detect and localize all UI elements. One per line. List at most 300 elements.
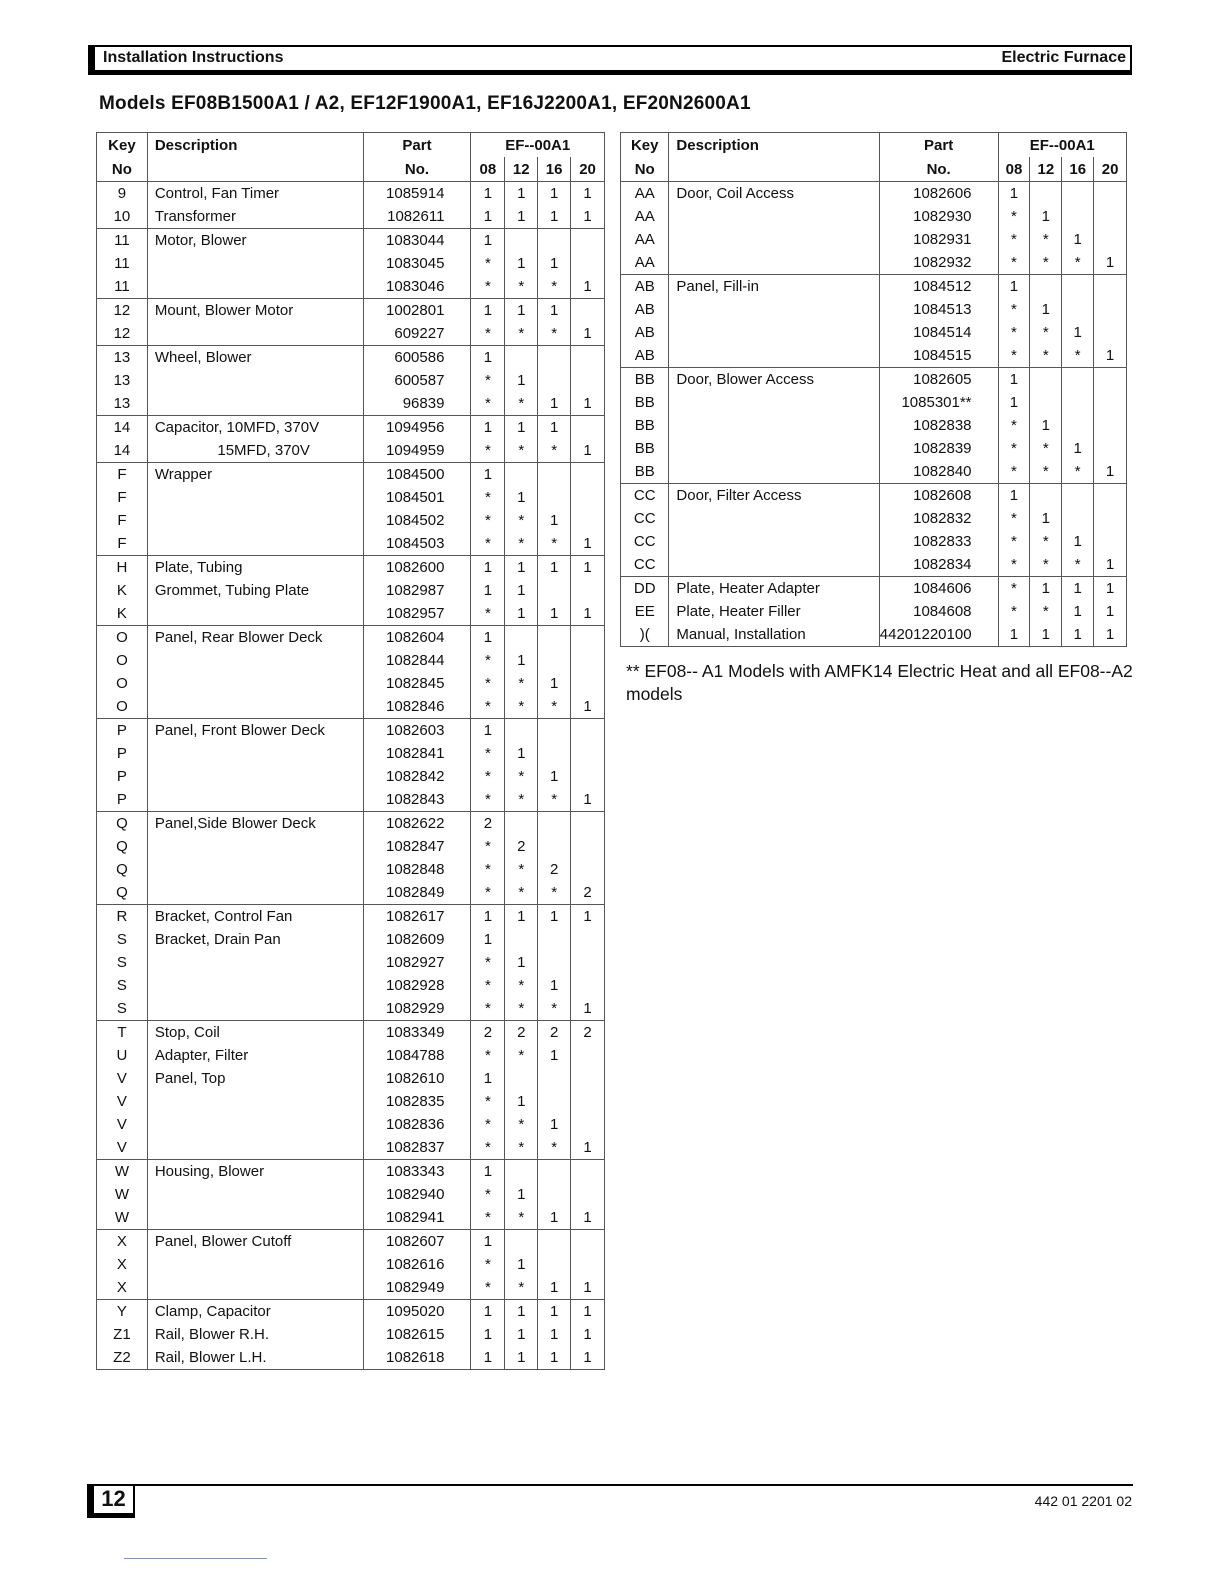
- qty-12: 1: [1030, 507, 1062, 530]
- qty-20: [571, 229, 605, 253]
- qty-08: 1: [471, 1160, 505, 1184]
- table-row: [621, 460, 1127, 484]
- qty-20: [571, 719, 605, 743]
- qty-16: [1062, 414, 1094, 437]
- qty-20: [571, 672, 605, 695]
- qty-16: [538, 719, 571, 743]
- qty-08: 1: [998, 182, 1030, 206]
- qty-08: 1: [471, 1346, 505, 1370]
- col-model-group: EF--00A1: [998, 133, 1126, 158]
- row-description: Panel, Top: [147, 1067, 363, 1090]
- row-key: Q: [97, 881, 148, 905]
- row-description: [669, 228, 879, 251]
- qty-20: [571, 742, 605, 765]
- qty-08: *: [998, 251, 1030, 275]
- qty-12: 1: [505, 1183, 538, 1206]
- qty-20: [571, 974, 605, 997]
- col-08: 08: [998, 157, 1030, 182]
- qty-20: [571, 1160, 605, 1184]
- qty-20: [571, 299, 605, 323]
- table-row: [621, 391, 1127, 414]
- qty-16: [538, 951, 571, 974]
- col-20: 20: [1094, 157, 1127, 182]
- qty-08: 1: [471, 1300, 505, 1324]
- row-key: 11: [97, 275, 148, 299]
- table-row: [97, 1044, 605, 1067]
- qty-12: 1: [505, 416, 538, 440]
- qty-20: 1: [1094, 553, 1127, 577]
- qty-12: 2: [505, 835, 538, 858]
- row-part-number: 1082611: [363, 205, 471, 229]
- qty-20: 1: [571, 1323, 605, 1346]
- qty-16: [538, 1183, 571, 1206]
- row-key: K: [97, 602, 148, 626]
- table-row: [621, 321, 1127, 344]
- table-row: [621, 344, 1127, 368]
- row-key: W: [97, 1206, 148, 1230]
- col-12: 12: [505, 157, 538, 182]
- row-key: Q: [97, 835, 148, 858]
- table-row: [97, 509, 605, 532]
- table-row: [97, 416, 605, 440]
- row-part-number: 1082931: [879, 228, 998, 251]
- row-part-number: 1082603: [363, 719, 471, 743]
- qty-12: [505, 1160, 538, 1184]
- qty-20: 2: [571, 1021, 605, 1045]
- qty-08: *: [471, 835, 505, 858]
- qty-12: 1: [505, 1090, 538, 1113]
- qty-16: 2: [538, 858, 571, 881]
- row-part-number: 1082608: [879, 484, 998, 508]
- table-row: [97, 672, 605, 695]
- page-header: [88, 45, 1132, 75]
- header-left: Installation Instructions: [103, 49, 284, 66]
- qty-08: *: [998, 600, 1030, 623]
- col-12: 12: [1030, 157, 1062, 182]
- qty-20: [1094, 275, 1127, 299]
- table-row: [97, 881, 605, 905]
- row-description: Clamp, Capacitor: [147, 1300, 363, 1324]
- row-description: [147, 788, 363, 812]
- qty-20: [571, 626, 605, 650]
- row-description: [669, 507, 879, 530]
- qty-12: 1: [1030, 577, 1062, 601]
- qty-16: *: [1062, 553, 1094, 577]
- qty-16: *: [538, 275, 571, 299]
- col-16: 16: [538, 157, 571, 182]
- row-part-number: 1084500: [363, 463, 471, 487]
- qty-12: *: [1030, 228, 1062, 251]
- qty-08: 1: [998, 391, 1030, 414]
- table-row: [97, 788, 605, 812]
- row-part-number: 1082833: [879, 530, 998, 553]
- row-key: S: [97, 974, 148, 997]
- qty-20: [1094, 228, 1127, 251]
- qty-20: [571, 252, 605, 275]
- qty-20: 1: [1094, 600, 1127, 623]
- qty-20: [571, 1090, 605, 1113]
- row-part-number: 44201220100: [879, 623, 998, 647]
- qty-12: *: [505, 509, 538, 532]
- table-row: [621, 623, 1127, 647]
- table-row: [97, 719, 605, 743]
- qty-12: 1: [505, 602, 538, 626]
- row-description: [669, 553, 879, 577]
- col-08: 08: [471, 157, 505, 182]
- qty-20: [1094, 484, 1127, 508]
- qty-16: 1: [1062, 623, 1094, 647]
- qty-20: 1: [571, 1206, 605, 1230]
- col-16: 16: [1062, 157, 1094, 182]
- qty-08: 2: [471, 1021, 505, 1045]
- table-row: [621, 251, 1127, 275]
- row-part-number: 1084515: [879, 344, 998, 368]
- qty-12: *: [505, 322, 538, 346]
- row-description: [147, 532, 363, 556]
- row-key: O: [97, 695, 148, 719]
- row-description: [147, 974, 363, 997]
- qty-08: *: [998, 205, 1030, 228]
- row-part-number: 1082616: [363, 1253, 471, 1276]
- row-description: Panel, Blower Cutoff: [147, 1230, 363, 1254]
- qty-12: *: [505, 275, 538, 299]
- qty-08: 1: [471, 1323, 505, 1346]
- qty-16: [538, 229, 571, 253]
- qty-16: 1: [538, 556, 571, 580]
- table-row: [621, 553, 1127, 577]
- qty-08: *: [471, 1253, 505, 1276]
- qty-12: *: [505, 858, 538, 881]
- row-key: AB: [621, 344, 669, 368]
- qty-12: *: [1030, 530, 1062, 553]
- qty-20: [1094, 205, 1127, 228]
- qty-12: *: [1030, 600, 1062, 623]
- row-description: Transformer: [147, 205, 363, 229]
- table-row: [97, 974, 605, 997]
- table-row: [97, 532, 605, 556]
- row-part-number: 1082940: [363, 1183, 471, 1206]
- row-key: BB: [621, 414, 669, 437]
- qty-08: 1: [471, 1230, 505, 1254]
- qty-12: [505, 719, 538, 743]
- col-part-no: No.: [363, 157, 471, 182]
- row-part-number: 1082849: [363, 881, 471, 905]
- row-key: Q: [97, 858, 148, 881]
- qty-16: [538, 928, 571, 951]
- qty-12: [1030, 275, 1062, 299]
- qty-08: 1: [471, 299, 505, 323]
- qty-12: *: [1030, 251, 1062, 275]
- row-part-number: 1082844: [363, 649, 471, 672]
- table-row: [621, 205, 1127, 228]
- qty-12: 1: [505, 556, 538, 580]
- qty-12: [1030, 368, 1062, 392]
- table-row: [97, 1300, 605, 1324]
- row-part-number: 1082835: [363, 1090, 471, 1113]
- qty-20: 1: [571, 602, 605, 626]
- row-part-number: 1084502: [363, 509, 471, 532]
- qty-16: 1: [538, 1113, 571, 1136]
- row-key: Q: [97, 812, 148, 836]
- row-description: Stop, Coil: [147, 1021, 363, 1045]
- qty-12: *: [1030, 344, 1062, 368]
- qty-16: 1: [538, 252, 571, 275]
- row-key: X: [97, 1230, 148, 1254]
- col-desc-blank: [669, 157, 879, 182]
- row-description: Motor, Blower: [147, 229, 363, 253]
- table-row: [621, 600, 1127, 623]
- qty-16: 1: [538, 765, 571, 788]
- qty-16: *: [538, 695, 571, 719]
- qty-08: *: [471, 252, 505, 275]
- row-description: Adapter, Filter: [147, 1044, 363, 1067]
- qty-08: *: [471, 369, 505, 392]
- qty-08: 1: [471, 205, 505, 229]
- row-key: P: [97, 765, 148, 788]
- row-description: [147, 672, 363, 695]
- qty-12: 1: [1030, 205, 1062, 228]
- row-description: Rail, Blower R.H.: [147, 1323, 363, 1346]
- row-key: 9: [97, 182, 148, 206]
- row-key: EE: [621, 600, 669, 623]
- row-key: AB: [621, 321, 669, 344]
- qty-20: 1: [571, 392, 605, 416]
- qty-16: *: [538, 439, 571, 463]
- row-description: [147, 1113, 363, 1136]
- row-key: 11: [97, 252, 148, 275]
- qty-20: 1: [571, 905, 605, 929]
- table-row: [97, 742, 605, 765]
- row-description: [147, 369, 363, 392]
- qty-08: 1: [471, 928, 505, 951]
- qty-08: *: [471, 974, 505, 997]
- row-key: CC: [621, 530, 669, 553]
- qty-16: [1062, 298, 1094, 321]
- qty-16: [538, 1067, 571, 1090]
- row-part-number: 1082618: [363, 1346, 471, 1370]
- row-part-number: 1084501: [363, 486, 471, 509]
- qty-16: [1062, 484, 1094, 508]
- qty-16: 1: [538, 1300, 571, 1324]
- qty-08: 1: [471, 556, 505, 580]
- table-row: [97, 299, 605, 323]
- col-key: Key: [97, 133, 148, 158]
- qty-20: 1: [1094, 577, 1127, 601]
- qty-16: *: [1062, 460, 1094, 484]
- qty-08: 1: [471, 463, 505, 487]
- row-key: F: [97, 463, 148, 487]
- row-description: [147, 742, 363, 765]
- qty-08: *: [471, 509, 505, 532]
- row-key: F: [97, 509, 148, 532]
- qty-20: [571, 812, 605, 836]
- table-row: [97, 1113, 605, 1136]
- row-description: [147, 1136, 363, 1160]
- row-part-number: 1082957: [363, 602, 471, 626]
- qty-20: [1094, 530, 1127, 553]
- qty-16: *: [1062, 251, 1094, 275]
- row-key: BB: [621, 437, 669, 460]
- qty-12: [505, 346, 538, 370]
- row-part-number: 1083045: [363, 252, 471, 275]
- qty-12: 1: [505, 1346, 538, 1370]
- page-title: Models EF08B1500A1 / A2, EF12F1900A1, EF16J2200A1, EF20N2600A1: [99, 93, 751, 114]
- qty-12: *: [505, 1044, 538, 1067]
- table-row: [97, 905, 605, 929]
- qty-08: *: [998, 437, 1030, 460]
- qty-12: 1: [505, 579, 538, 602]
- table-row: [97, 463, 605, 487]
- row-part-number: 1084788: [363, 1044, 471, 1067]
- qty-20: 1: [571, 556, 605, 580]
- col-description: Description: [669, 133, 879, 158]
- row-part-number: 1084606: [879, 577, 998, 601]
- qty-20: 1: [1094, 623, 1127, 647]
- qty-16: 1: [538, 974, 571, 997]
- qty-08: *: [998, 553, 1030, 577]
- row-key: AA: [621, 205, 669, 228]
- qty-08: 1: [471, 579, 505, 602]
- qty-20: 1: [571, 439, 605, 463]
- row-key: 10: [97, 205, 148, 229]
- parts-table-right: [620, 132, 1127, 647]
- qty-20: 1: [571, 322, 605, 346]
- qty-08: *: [471, 951, 505, 974]
- qty-12: *: [505, 1276, 538, 1300]
- row-part-number: 1082949: [363, 1276, 471, 1300]
- qty-16: [538, 812, 571, 836]
- row-description: Rail, Blower L.H.: [147, 1346, 363, 1370]
- row-description: Plate, Heater Filler: [669, 600, 879, 623]
- footnote: ** EF08-- A1 Models with AMFK14 Electric Heat and all EF08--A2 models: [626, 661, 1133, 704]
- row-description: Panel,Side Blower Deck: [147, 812, 363, 836]
- qty-16: *: [538, 788, 571, 812]
- row-description: Panel, Front Blower Deck: [147, 719, 363, 743]
- row-description: Plate, Tubing: [147, 556, 363, 580]
- qty-20: [571, 486, 605, 509]
- row-part-number: 1082837: [363, 1136, 471, 1160]
- qty-08: *: [471, 765, 505, 788]
- row-key: W: [97, 1183, 148, 1206]
- table-row: [621, 275, 1127, 299]
- qty-16: [1062, 182, 1094, 206]
- row-description: Mount, Blower Motor: [147, 299, 363, 323]
- qty-16: [538, 463, 571, 487]
- row-description: [147, 1183, 363, 1206]
- qty-12: *: [1030, 460, 1062, 484]
- row-part-number: 1082605: [879, 368, 998, 392]
- qty-16: [1062, 368, 1094, 392]
- row-key: Z1: [97, 1323, 148, 1346]
- qty-20: [571, 369, 605, 392]
- qty-08: 1: [471, 1067, 505, 1090]
- table-row: [97, 1160, 605, 1184]
- row-part-number: 600586: [363, 346, 471, 370]
- qty-20: 1: [1094, 344, 1127, 368]
- qty-08: *: [998, 298, 1030, 321]
- table-row: [97, 252, 605, 275]
- table-row: [97, 392, 605, 416]
- row-key: Z2: [97, 1346, 148, 1370]
- qty-12: *: [505, 1113, 538, 1136]
- row-key: P: [97, 788, 148, 812]
- table-row: [97, 275, 605, 299]
- qty-16: [538, 649, 571, 672]
- qty-12: 2: [505, 1021, 538, 1045]
- row-description: [669, 437, 879, 460]
- qty-16: [538, 579, 571, 602]
- qty-16: *: [538, 1136, 571, 1160]
- col-key-no: No: [621, 157, 669, 182]
- row-description: [147, 649, 363, 672]
- qty-12: *: [505, 695, 538, 719]
- qty-12: 1: [505, 182, 538, 206]
- col-part: Part: [879, 133, 998, 158]
- qty-08: *: [471, 602, 505, 626]
- qty-08: *: [998, 460, 1030, 484]
- row-part-number: 1084503: [363, 532, 471, 556]
- row-part-number: 1082941: [363, 1206, 471, 1230]
- qty-08: *: [998, 344, 1030, 368]
- qty-08: *: [471, 486, 505, 509]
- qty-12: 1: [505, 205, 538, 229]
- qty-12: [505, 1067, 538, 1090]
- qty-20: 1: [571, 1300, 605, 1324]
- table-row: [97, 1253, 605, 1276]
- table-row: [97, 626, 605, 650]
- qty-08: *: [471, 997, 505, 1021]
- parts-table-left: [96, 132, 605, 1370]
- col-part-no: No.: [879, 157, 998, 182]
- qty-12: [505, 928, 538, 951]
- qty-08: *: [998, 321, 1030, 344]
- row-key: R: [97, 905, 148, 929]
- qty-12: *: [505, 997, 538, 1021]
- row-description: [669, 460, 879, 484]
- qty-12: *: [1030, 553, 1062, 577]
- row-description: Panel, Fill-in: [669, 275, 879, 299]
- row-description: Panel, Rear Blower Deck: [147, 626, 363, 650]
- qty-08: 1: [998, 368, 1030, 392]
- row-part-number: 1082932: [879, 251, 998, 275]
- qty-12: *: [505, 765, 538, 788]
- row-part-number: 1082604: [363, 626, 471, 650]
- qty-20: [571, 1113, 605, 1136]
- row-description: [669, 298, 879, 321]
- row-key: O: [97, 649, 148, 672]
- table-row: [97, 812, 605, 836]
- qty-08: *: [471, 392, 505, 416]
- qty-16: 1: [1062, 600, 1094, 623]
- qty-16: 1: [1062, 530, 1094, 553]
- row-part-number: 1095020: [363, 1300, 471, 1324]
- qty-16: 1: [538, 205, 571, 229]
- row-description: [147, 1090, 363, 1113]
- table-row: [621, 414, 1127, 437]
- row-key: 13: [97, 346, 148, 370]
- qty-20: [1094, 298, 1127, 321]
- qty-16: 2: [538, 1021, 571, 1045]
- qty-12: [1030, 391, 1062, 414]
- qty-08: *: [471, 881, 505, 905]
- row-part-number: 1082607: [363, 1230, 471, 1254]
- qty-16: [538, 369, 571, 392]
- row-key: 12: [97, 322, 148, 346]
- row-part-number: 1082846: [363, 695, 471, 719]
- row-key: 13: [97, 392, 148, 416]
- col-desc-blank: [147, 157, 363, 182]
- table-row: [97, 1206, 605, 1230]
